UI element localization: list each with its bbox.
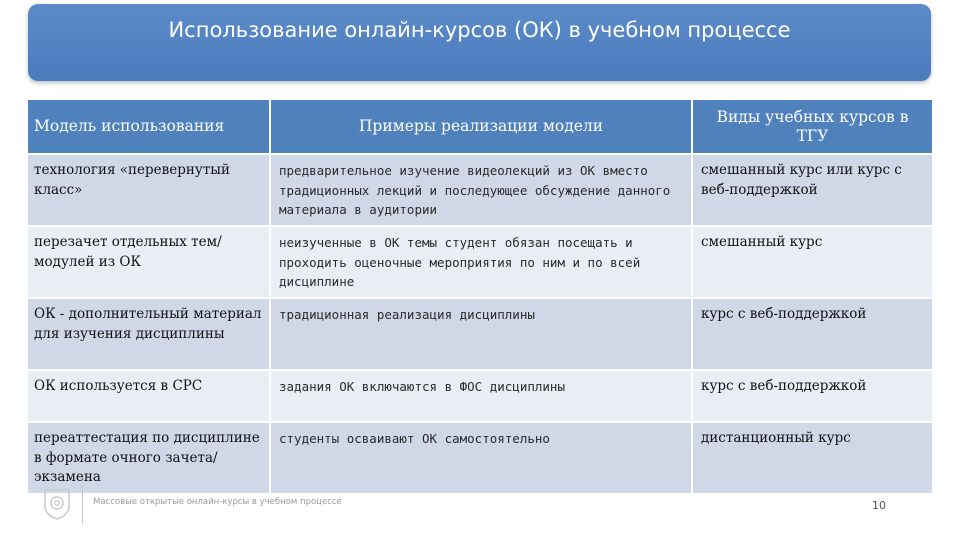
cell-example: неизученные в ОК темы студент обязан посещать и проходить оценочные мероприятия по ним и по всей дисциплине (270, 226, 692, 298)
column-header-model: Модель использования (28, 100, 270, 154)
table-row (28, 154, 932, 226)
table-row (28, 422, 932, 493)
cell-example: студенты осваивают ОК самостоятельно (270, 422, 692, 493)
table-row (28, 370, 932, 422)
cell-course-type: дистанционный курс (692, 422, 932, 493)
column-header-examples: Примеры реализации модели (270, 100, 692, 154)
cell-model: ОК - дополнительный материал для изучения дисциплины (28, 298, 270, 370)
courses-table (28, 100, 932, 493)
title-bar (28, 4, 931, 81)
cell-course-type: смешанный курс или курс с веб-поддержкой (692, 154, 932, 226)
column-header-course-types: Виды учебных курсов в ТГУ (692, 100, 932, 154)
cell-example: задания ОК включаются в ФОС дисциплины (270, 370, 692, 422)
cell-model: переаттестация по дисциплине в формате очного зачета/экзамена (28, 422, 270, 493)
university-seal-icon (42, 487, 72, 521)
footer-divider (82, 486, 83, 524)
cell-example: традиционная реализация дисциплины (270, 298, 692, 370)
table-row (28, 226, 932, 298)
cell-course-type: смешанный курс (692, 226, 932, 298)
page-number: 10 (872, 499, 886, 512)
cell-course-type: курс с веб-поддержкой (692, 298, 932, 370)
footer-text: Массовые открытые онлайн-курсы в учебном процессе (93, 497, 342, 507)
cell-model: перезачет отдельных тем/модулей из ОК (28, 226, 270, 298)
cell-example: предварительное изучение видеолекций из ОК вместо традиционных лекций и последующее обсуждение данного материала в аудитории (270, 154, 692, 226)
cell-model: ОК используется в СРС (28, 370, 270, 422)
slide-title: Использование онлайн-курсов (ОК) в учебном процессе (168, 18, 791, 42)
table-header-row (28, 100, 932, 154)
cell-model: технология «перевернутый класс» (28, 154, 270, 226)
cell-course-type: курс с веб-поддержкой (692, 370, 932, 422)
table-row (28, 298, 932, 370)
